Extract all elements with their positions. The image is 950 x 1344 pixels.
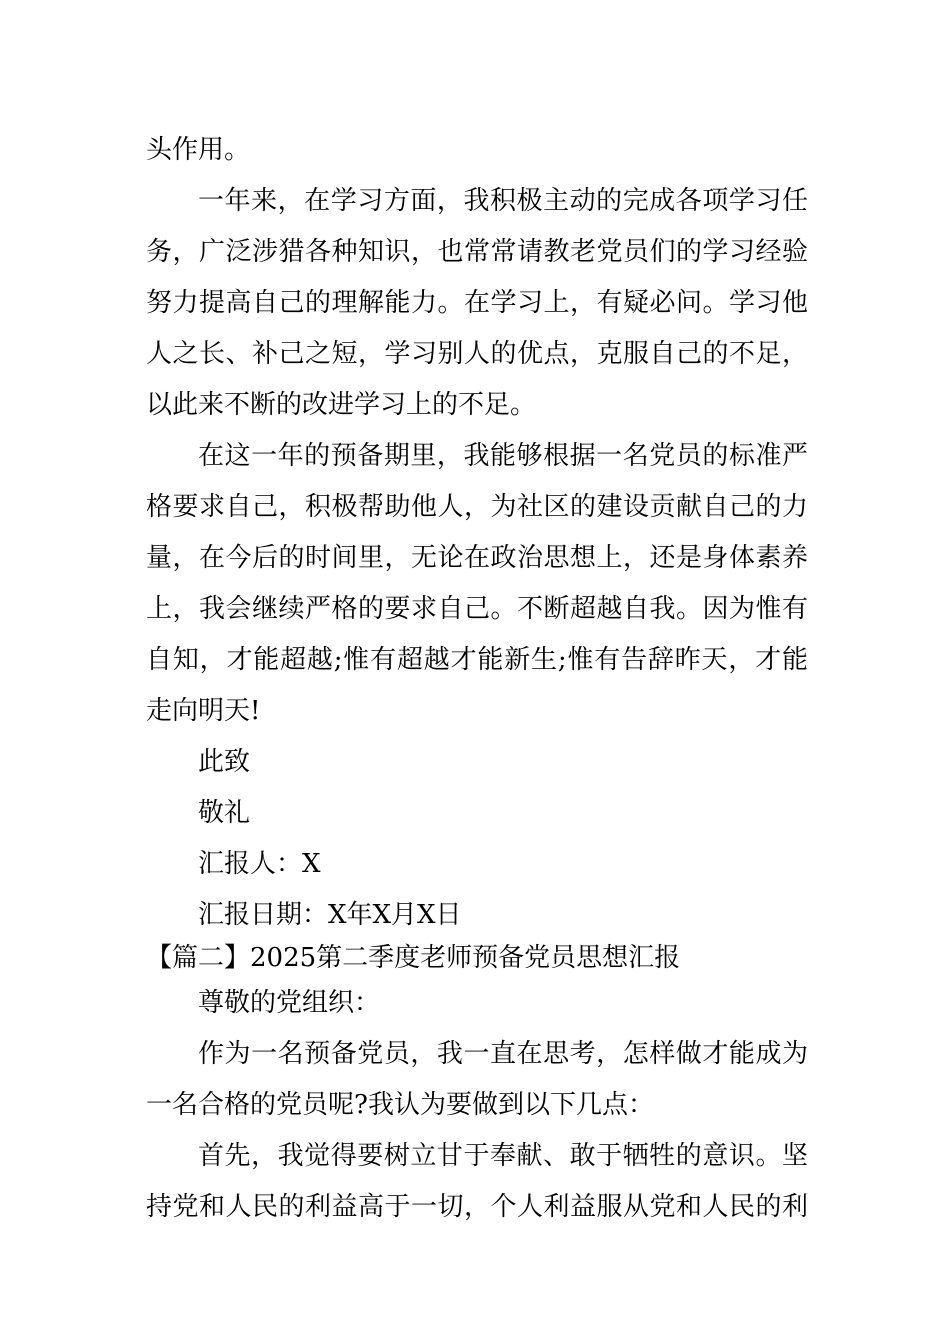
paragraph-start-line: 在这一年的预备期里，我能够根据一名党员的标准严 <box>198 441 808 471</box>
paragraph-start-line: 作为一名预备党员，我一直在思考，怎样做才能成为 <box>198 1039 808 1069</box>
text-line: 持党和人民的利益高于一切，个人利益服从党和人民的利 <box>146 1192 808 1222</box>
text-line: 自知，才能超越;惟有超越才能新生;惟有告辞昨天，才能 <box>146 645 808 675</box>
text-line: 努力提高自己的理解能力。在学习上，有疑必问。学习他 <box>146 288 808 318</box>
text-line: 走向明天! <box>146 696 261 726</box>
paragraph-start-line: 首先，我觉得要树立甘于奉献、敢于牺牲的意识。坚 <box>198 1141 808 1171</box>
text-line: 上，我会继续严格的要求自己。不断超越自我。因为惟有 <box>146 594 808 624</box>
paragraph-start-line: 一年来，在学习方面，我积极主动的完成各项学习任 <box>198 186 808 216</box>
reporter-line: 汇报人：X <box>198 849 321 879</box>
closing-regards: 敬礼 <box>198 798 251 828</box>
text-line: 人之长、补己之短，学习别人的优点，克服自己的不足， <box>146 339 808 369</box>
text-line: 格要求自己，积极帮助他人，为社区的建设贡献自己的力 <box>146 492 808 522</box>
text-line: 头作用。 <box>146 135 251 165</box>
text-line: 务，广泛涉猎各种知识，也常常请教老党员们的学习经验 <box>146 237 808 267</box>
greeting-line: 尊敬的党组织： <box>198 988 381 1018</box>
report-date-line: 汇报日期：X年X月X日 <box>198 900 462 930</box>
text-line: 量，在今后的时间里，无论在政治思想上，还是身体素养 <box>146 543 808 573</box>
section-heading: 【篇二】2025第二季度老师预备党员思想汇报 <box>146 943 681 973</box>
text-line: 一名合格的党员呢?我认为要做到以下几点： <box>146 1090 654 1120</box>
text-line: 以此来不断的改进学习上的不足。 <box>146 390 537 420</box>
closing-salutation: 此致 <box>198 747 251 777</box>
